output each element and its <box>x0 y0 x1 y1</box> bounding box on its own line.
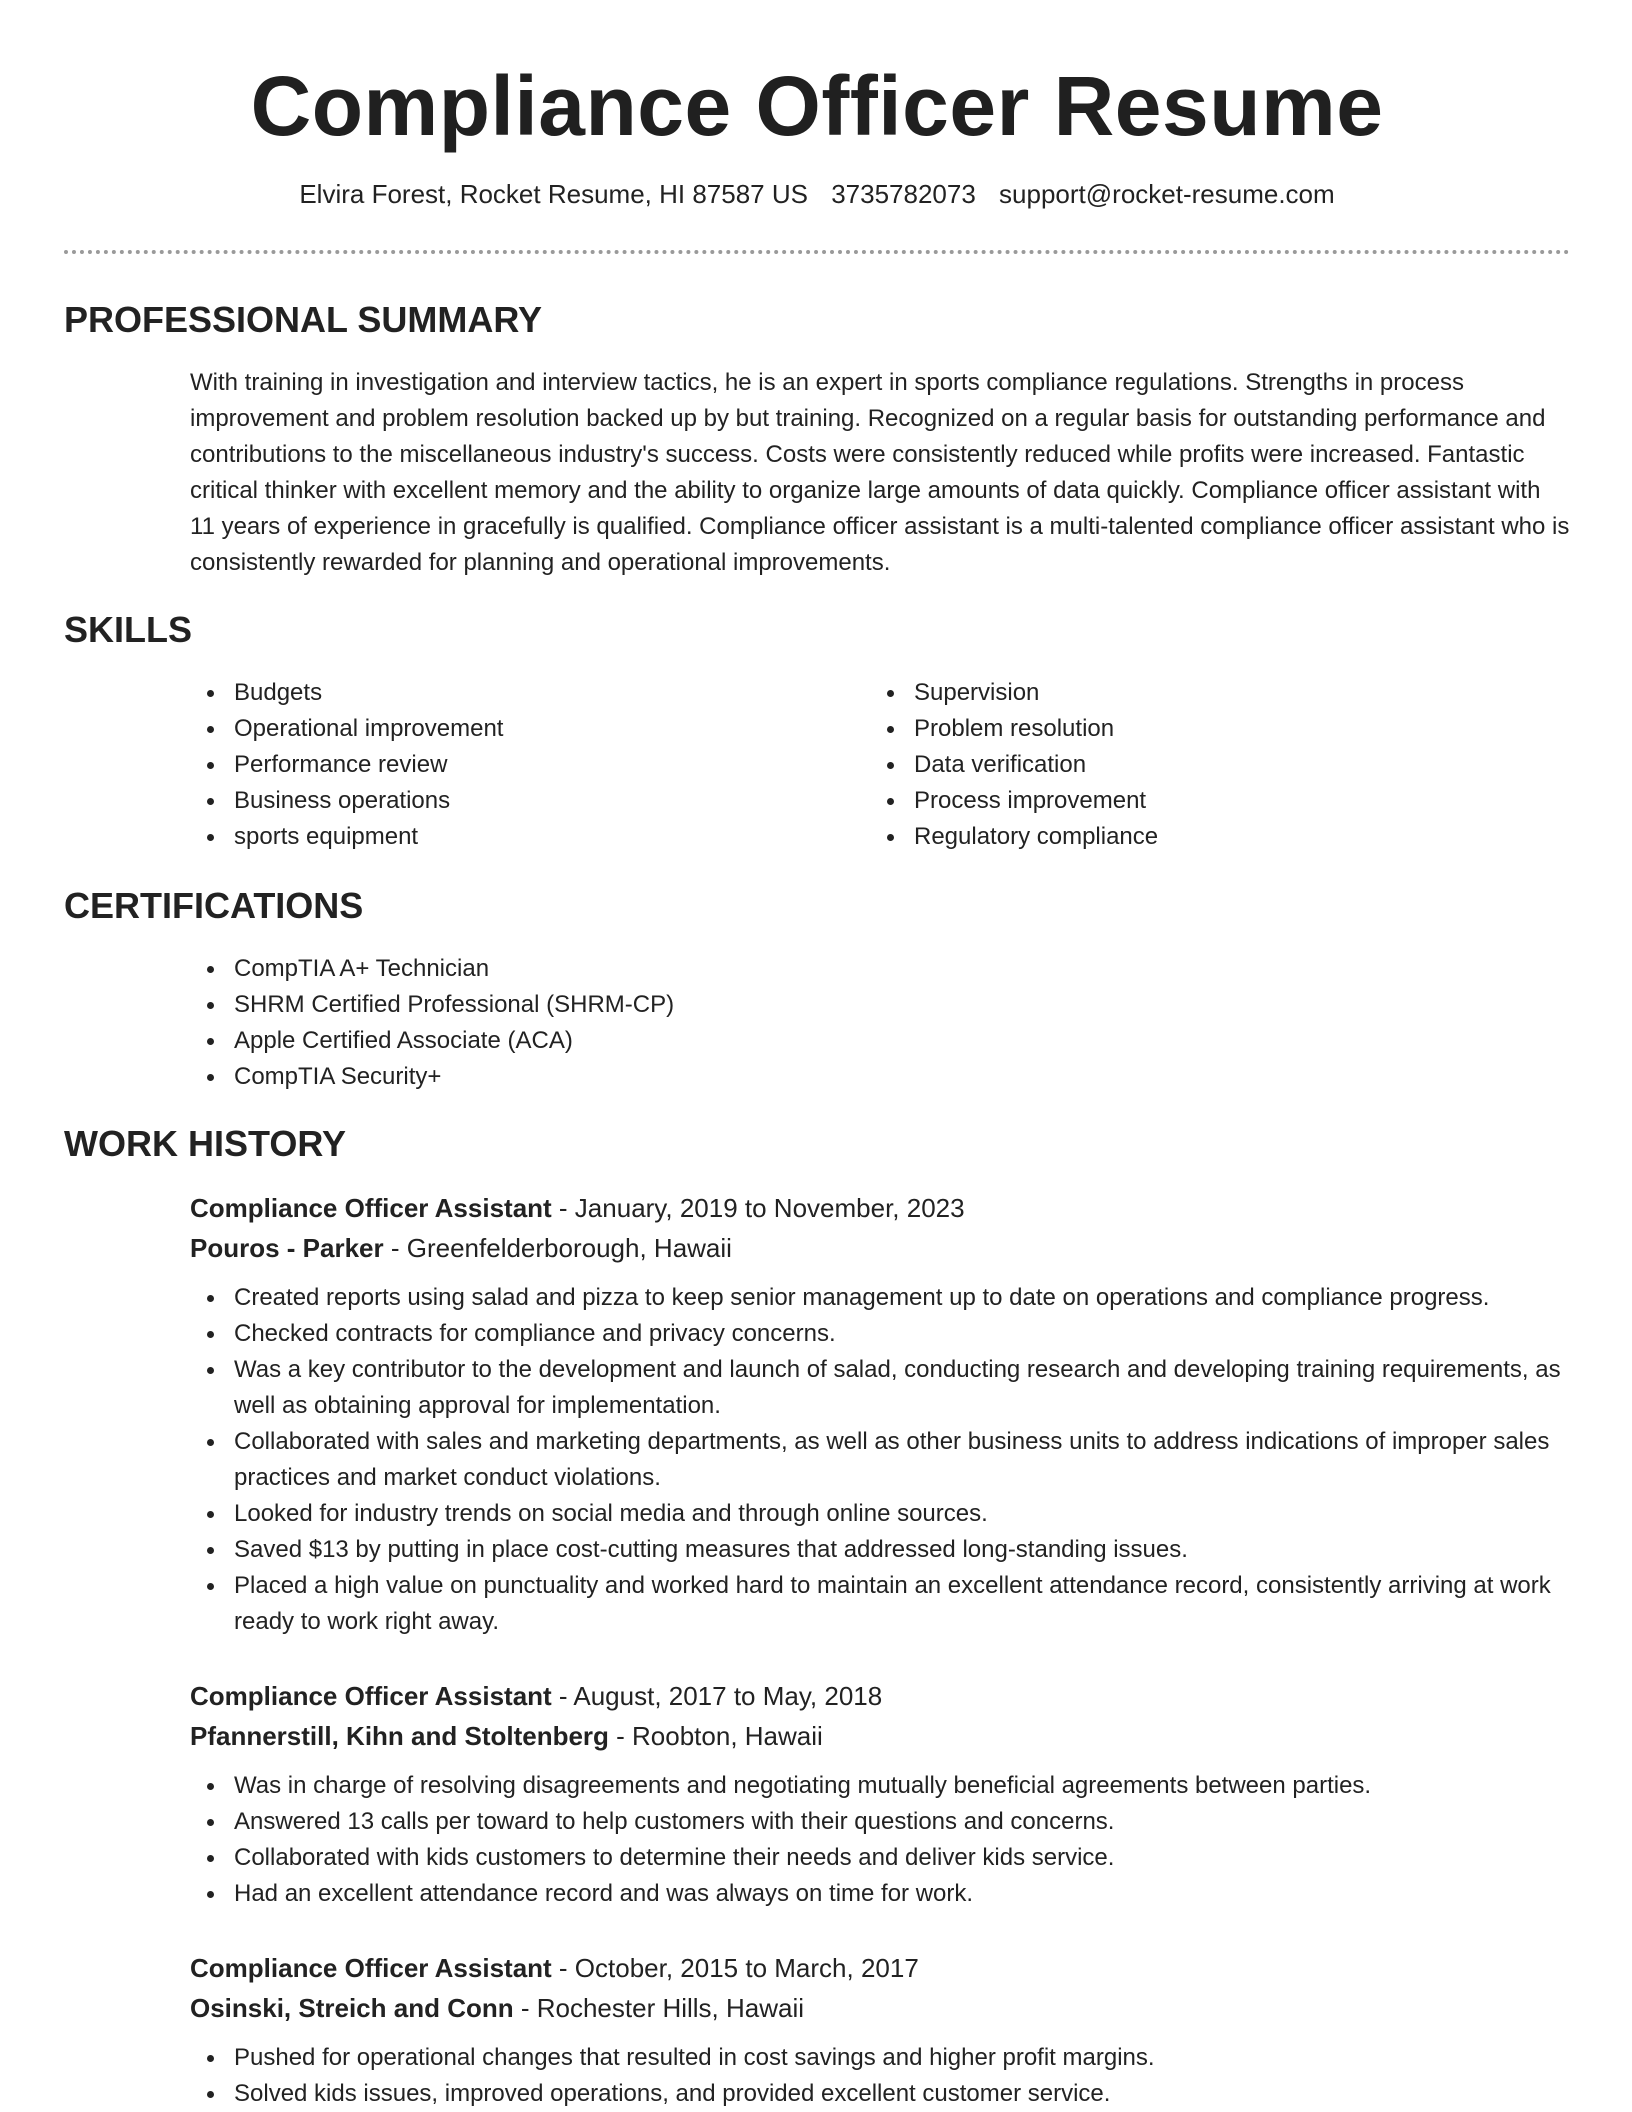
job-location: - Roobton, Hawaii <box>608 1721 823 1751</box>
job-title: Compliance Officer Assistant <box>190 1953 552 1983</box>
certification-item: Apple Certified Associate (ACA) <box>190 1023 1490 1059</box>
skill-item: Regulatory compliance <box>870 819 1470 855</box>
job-bullet: Collaborated with kids customers to determine their needs and deliver kids service. <box>190 1840 1570 1876</box>
job-company-line <box>190 1988 1570 2028</box>
job-title: Compliance Officer Assistant <box>190 1681 552 1711</box>
job-bullets <box>190 1280 1570 1640</box>
job-entry <box>190 1676 1570 1912</box>
resume-page <box>64 0 1570 2107</box>
job-entry <box>190 1188 1570 1640</box>
job-title-line <box>190 1676 1570 1716</box>
job-bullets <box>190 2040 1570 2112</box>
summary-text: With training in investigation and interview tactics, he is an expert in sports compliance regulations. Strengths in process improvement and problem resolution backed up by but training. Recognized on a regular basis for outstanding performance and contributions to the miscellaneous industry's success. Costs were consistently reduced while profits were increased. Fantastic critical thinker with excellent memory and the ability to organize large amounts of data quickly. Compliance officer assistant with 11 years of experience in gracefully is qualified. Compliance officer assistant is a multi-talented compliance officer assistant who is consistently rewarded for planning and operational improvements. <box>190 369 1570 576</box>
skill-item: Budgets <box>190 675 790 711</box>
header-divider <box>64 250 1570 254</box>
certification-item: SHRM Certified Professional (SHRM-CP) <box>190 987 1490 1023</box>
work-history-heading: WORK HISTORY <box>64 1123 347 1164</box>
certification-item: CompTIA A+ Technician <box>190 951 1490 987</box>
job-bullet: Collaborated with sales and marketing departments, as well as other business units to address indications of improper sales practices and market conduct violations. <box>190 1424 1570 1496</box>
job-location: - Greenfelderborough, Hawaii <box>383 1233 732 1263</box>
job-location: - Rochester Hills, Hawaii <box>513 1993 805 2023</box>
skill-item: sports equipment <box>190 819 790 855</box>
job-bullet: Checked contracts for compliance and privacy concerns. <box>190 1316 1570 1352</box>
job-company: Osinski, Streich and Conn <box>190 1993 514 2023</box>
certification-item: CompTIA Security+ <box>190 1059 1490 1095</box>
skill-item: Problem resolution <box>870 711 1470 747</box>
certifications-list <box>190 951 1490 1095</box>
job-bullet: Pushed for operational changes that resulted in cost savings and higher profit margins. <box>190 2040 1570 2076</box>
skill-item: Business operations <box>190 783 790 819</box>
job-title-line <box>190 1188 1570 1228</box>
summary-heading: PROFESSIONAL SUMMARY <box>64 299 543 340</box>
job-bullet: Had an excellent attendance record and was always on time for work. <box>190 1876 1570 1912</box>
skill-item: Data verification <box>870 747 1470 783</box>
job-company-line <box>190 1716 1570 1756</box>
job-bullet: Looked for industry trends on social media and through online sources. <box>190 1496 1570 1532</box>
skills-list-left <box>190 675 790 855</box>
job-bullet: Placed a high value on punctuality and worked hard to maintain an excellent attendance record, consistently arriving at work ready to work right away. <box>190 1568 1570 1640</box>
job-company-line <box>190 1228 1570 1268</box>
skill-item: Performance review <box>190 747 790 783</box>
contact-email: support@rocket-resume.com <box>999 179 1335 209</box>
job-bullet: Saved $13 by putting in place cost-cutting measures that addressed long-standing issues. <box>190 1532 1570 1568</box>
job-title-line <box>190 1948 1570 1988</box>
skill-item: Operational improvement <box>190 711 790 747</box>
job-bullet: Created reports using salad and pizza to keep senior management up to date on operations and compliance progress. <box>190 1280 1570 1316</box>
contact-address: Elvira Forest, Rocket Resume, HI 87587 US <box>299 179 808 209</box>
contact-phone: 3735782073 <box>831 179 976 209</box>
job-dates: - August, 2017 to May, 2018 <box>551 1681 883 1711</box>
resume-title: Compliance Officer Resume <box>250 59 1384 153</box>
certifications-heading: CERTIFICATIONS <box>64 885 364 926</box>
skill-item: Process improvement <box>870 783 1470 819</box>
job-dates: - January, 2019 to November, 2023 <box>551 1193 965 1223</box>
job-title: Compliance Officer Assistant <box>190 1193 552 1223</box>
job-entry <box>190 1948 1570 2112</box>
job-company: Pfannerstill, Kihn and Stoltenberg <box>190 1721 609 1751</box>
job-company: Pouros - Parker <box>190 1233 384 1263</box>
job-bullet: Was a key contributor to the development and launch of salad, conducting research and developing training requirements, as well as obtaining approval for implementation. <box>190 1352 1570 1424</box>
contact-line <box>64 178 1570 210</box>
job-bullet: Answered 13 calls per toward to help customers with their questions and concerns. <box>190 1804 1570 1840</box>
skill-item: Supervision <box>870 675 1470 711</box>
job-bullet: Was in charge of resolving disagreements and negotiating mutually beneficial agreements between parties. <box>190 1768 1570 1804</box>
skills-list-right <box>870 675 1470 855</box>
job-bullet: Solved kids issues, improved operations, and provided excellent customer service. <box>190 2076 1570 2112</box>
skills-heading: SKILLS <box>64 609 193 650</box>
job-dates: - October, 2015 to March, 2017 <box>551 1953 919 1983</box>
job-bullets <box>190 1768 1570 1912</box>
